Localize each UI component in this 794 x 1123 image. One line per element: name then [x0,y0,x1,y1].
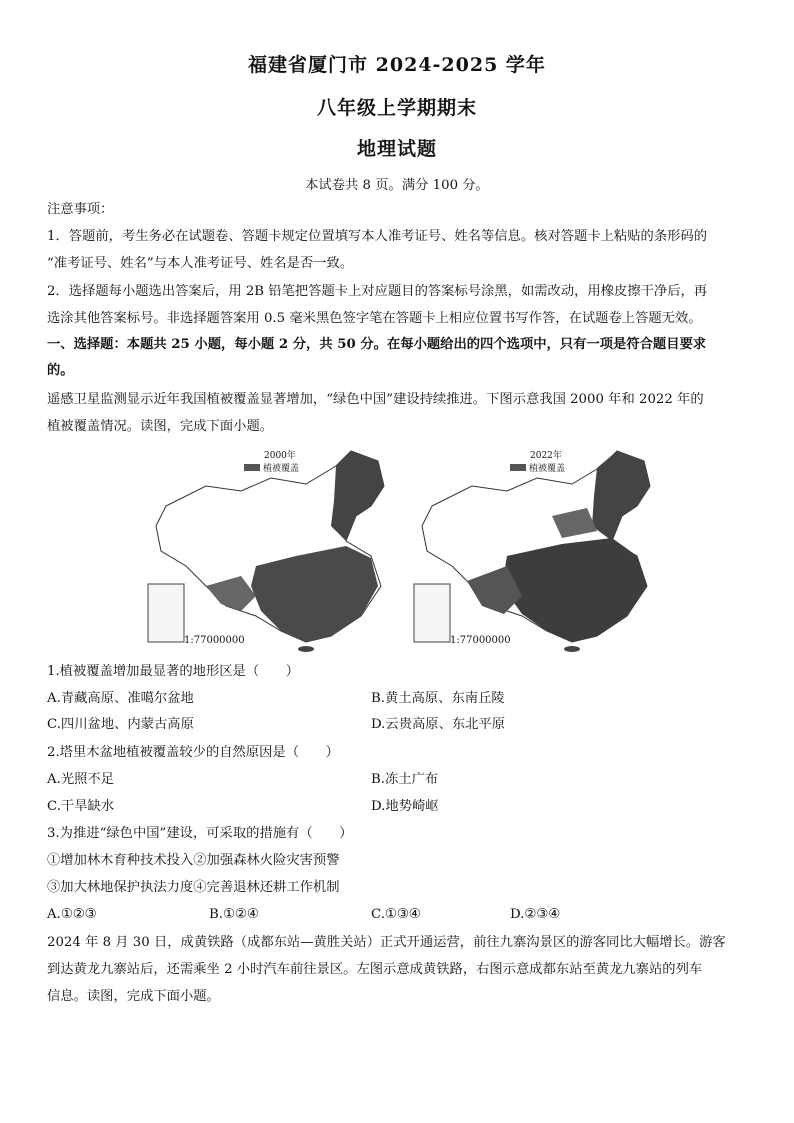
q1-option-a: A.青藏高原、准噶尔盆地 [47,691,194,706]
vegetation-map-2000 [146,446,402,652]
q3-statements-2: ③加大林地保护执法力度④完善退林还耕工作机制 [47,880,340,895]
q1-stem: 1.植被覆盖增加最显著的地形区是（ ） [47,664,300,679]
q1-option-b: B.黄土高原、东南丘陵 [371,691,505,706]
q1-option-d: D.云贵高原、东北平原 [371,717,506,732]
map-year-2000: 2000年 [264,451,296,461]
q2-option-a: A.光照不足 [47,772,115,787]
legend-label: 植被覆盖 [529,464,566,474]
q1-option-c: C.四川盆地、内蒙古高原 [47,717,194,732]
page-title-line2: 八年级上学期期末 [316,97,477,119]
page-subtitle: 本试卷共 8 页。满分 100 分。 [305,178,489,193]
notice-item1-line2: “准考证号、姓名”与本人准考证号、姓名是否一致。 [47,256,354,271]
map-scale-2000: 1:77000000 [184,635,245,646]
passage2-line1: 2024 年 8 月 30 日，成黄铁路（成都东站—黄胜关站）正式开通运营，前往九寨沟景区的游客同比大幅增长。游客 [47,935,726,950]
legend-swatch [244,464,260,471]
notice-heading: 注意事项： [47,202,114,217]
passage2-line3: 信息。读图，完成下面小题。 [47,989,220,1004]
legend-swatch [510,464,526,471]
vegetation-map-2022 [412,446,668,652]
map-legend-2000 [244,461,299,474]
q3-option-b: B.①②④ [209,907,259,922]
passage2-line2: 到达黄龙九寨站后，还需乘坐 2 小时汽车前往景区。左图示意成黄铁路，右图示意成都东站至黄龙九寨站的列车 [47,962,703,977]
q3-option-d: D.②③④ [510,907,561,922]
q2-option-c: C.干旱缺水 [47,799,115,814]
china-map-2022-graphic [412,446,668,652]
section1-heading-line1: 一、选择题：本题共 25 小题，每小题 2 分，共 50 分。在每小题给出的四个选项中，只有一项是符合题目要求 [47,337,707,352]
china-map-2000-graphic [146,446,402,652]
q3-statements-1: ①增加林木育种技术投入②加强森林火险灾害预警 [47,853,340,868]
passage1-line1: 遥感卫星监测显示近年我国植被覆盖显著增加，“绿色中国”建设持续推进。下图示意我国 2000 年和 2022 年的 [47,392,704,407]
page-title-line1: 福建省厦门市 2024-2025 学年 [248,54,546,76]
notice-item2-line2: 选涂其他答案标号。非选择题答案用 0.5 毫米黑色签字笔在答题卡上相应位置书写作答，在试题卷上答题无效。 [47,311,702,326]
section1-heading-line2: 的。 [47,363,74,378]
notice-item1-line1: 1．答题前，考生务必在试题卷、答题卡规定位置填写本人准考证号、姓名等信息。核对答题卡上粘贴的条形码的 [47,229,708,244]
page-title-line3: 地理试题 [356,138,437,160]
q2-option-b: B.冻土广布 [371,772,439,787]
q3-option-a: A.①②③ [47,907,97,922]
q3-stem: 3.为推进“绿色中国”建设，可采取的措施有（ ） [47,826,353,841]
legend-label: 植被覆盖 [263,464,300,474]
q2-option-d: D.地势崎岖 [371,799,439,814]
passage1-line2: 植被覆盖情况。读图，完成下面小题。 [47,419,274,434]
q2-stem: 2.塔里木盆地植被覆盖较少的自然原因是（ ） [47,745,339,760]
map-scale-2022: 1:77000000 [450,635,511,646]
map-legend-2022 [510,461,565,474]
notice-item2-line1: 2．选择题每小题选出答案后，用 2B 铅笔把答题卡上对应题目的答案标号涂黑，如需改动，用橡皮擦干净后，再 [47,284,708,299]
map-year-2022: 2022年 [530,451,562,461]
q3-option-c: C.①③④ [371,907,421,922]
